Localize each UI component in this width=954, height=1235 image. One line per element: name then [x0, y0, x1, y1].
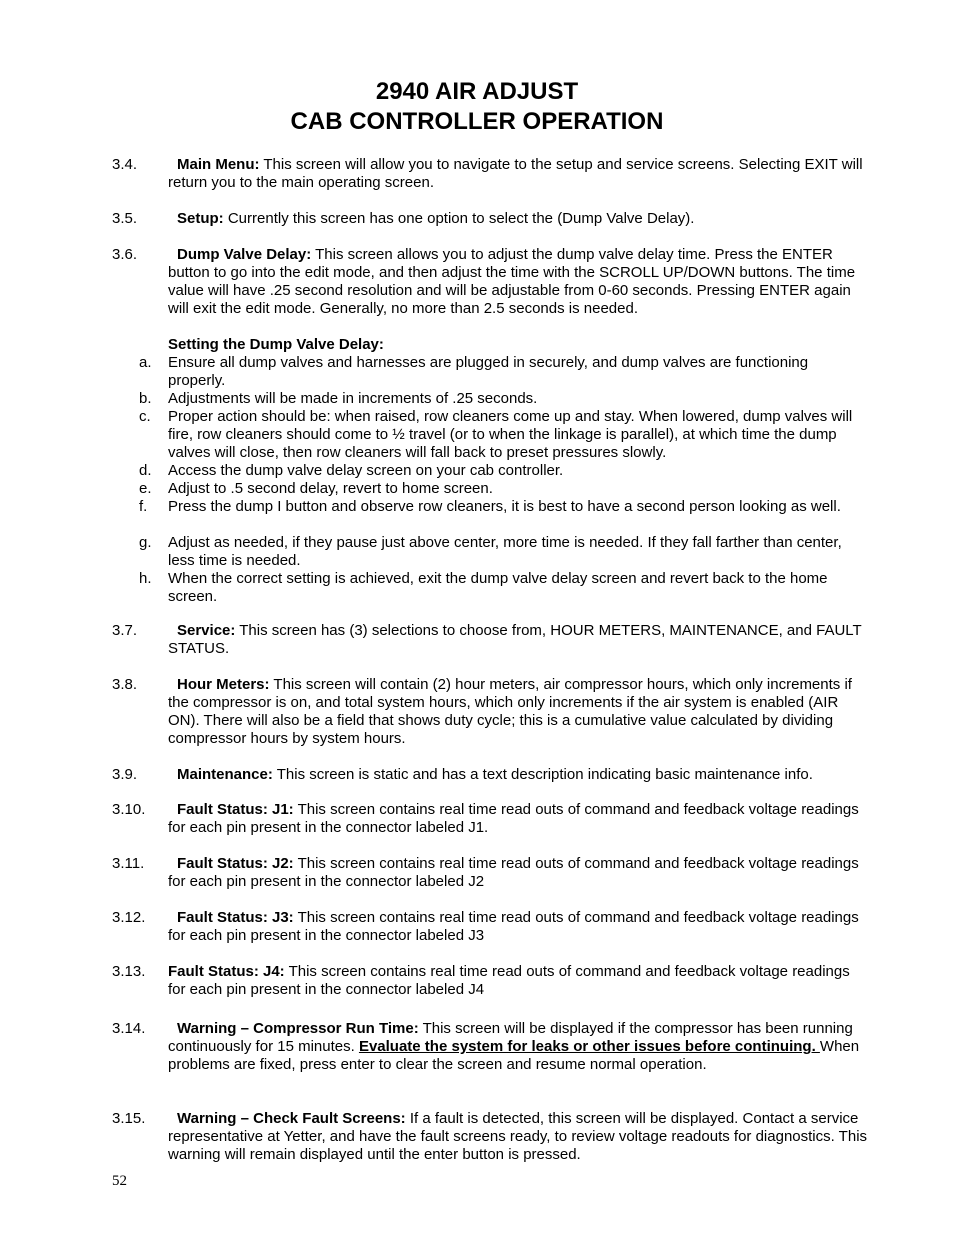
section-text	[168, 801, 868, 837]
list-item-label: e.	[139, 480, 152, 497]
section-number: 3.15.	[112, 1110, 146, 1127]
section-number: 3.13.	[112, 963, 146, 980]
section-heading: Service:	[177, 622, 236, 639]
section-heading: Warning – Check Fault Screens:	[177, 1110, 406, 1127]
section-text	[168, 1020, 868, 1074]
section-body: Currently this screen has one option to select the (Dump Valve Delay).	[223, 210, 695, 227]
page-number: 52	[112, 1173, 127, 1189]
section-body: This screen allows you to adjust the dump valve delay time. Press the ENTER button to go into the edit mode, and then adjust the time with the SCROLL UP/DOWN buttons. The time value will have .25 second resolution and will be adjustable from 0-60 seconds. Pressing ENTER again will exit the edit mode. Generally, no more than 2.5 seconds is needed.	[168, 246, 856, 317]
list-item-text: Proper action should be: when raised, row cleaners come up and stay. When lowered, dump valves will fire, row cleaners should come to ½ travel (or to when the linkage is parallel), at which time the dump valves will close, then row cleaners will fall back to preset pressures slowly.	[168, 408, 853, 461]
section-text	[168, 963, 868, 999]
section-text	[168, 156, 868, 192]
section-heading: Maintenance:	[177, 766, 273, 783]
section-text	[168, 1110, 868, 1164]
section-number: 3.5.	[112, 210, 138, 227]
section-body: This screen has (3) selections to choose from, HOUR METERS, MAINTENANCE, and FAULT STATUS.	[168, 622, 862, 657]
list-item-label: b.	[139, 390, 152, 407]
list-item-label: h.	[139, 570, 152, 587]
list-item-label: c.	[139, 408, 151, 425]
list-item-text: Press the dump I button and observe row cleaners, it is best to have a second person looking as well.	[168, 498, 841, 515]
document-title-line-2: CAB CONTROLLER OPERATION	[290, 108, 664, 135]
section-text	[168, 855, 868, 891]
section-heading: Fault Status: J1:	[177, 801, 294, 818]
section-heading: Hour Meters:	[177, 676, 270, 693]
section-number: 3.9.	[112, 766, 138, 783]
section-heading: Fault Status: J2:	[177, 855, 294, 872]
section-text	[168, 210, 868, 228]
list-item-label: g.	[139, 534, 152, 551]
section-body: This screen contains real time read outs of command and feedback voltage readings for each pin present in the connector labeled J3	[168, 909, 859, 944]
list-item-text: When the correct setting is achieved, exit the dump valve delay screen and revert back to the home screen.	[168, 570, 828, 605]
section-body: If a fault is detected, this screen will be displayed. Contact a service representative at Yetter, and have the fault screens ready, to review voltage readouts for diagnostics. This warning will remain displayed until the enter button is pressed.	[168, 1110, 868, 1163]
section-heading: Warning – Compressor Run Time:	[177, 1020, 419, 1037]
section-number: 3.4.	[112, 156, 138, 173]
list-item-text: Ensure all dump valves and harnesses are plugged in securely, and dump valves are functioning properly.	[168, 354, 809, 389]
section-number: 3.6.	[112, 246, 138, 263]
section-text	[168, 909, 868, 945]
section-heading: Fault Status: J4:	[168, 963, 285, 980]
subsection-heading: Setting the Dump Valve Delay:	[168, 336, 384, 353]
list-item-label: a.	[139, 354, 152, 371]
list-item-text: Adjust as needed, if they pause just above center, more time is needed. If they fall farther than center, less time is needed.	[168, 534, 842, 569]
section-number: 3.14.	[112, 1020, 146, 1037]
section-body: This screen will contain (2) hour meters, air compressor hours, which only increments if the compressor is on, and total system hours, which only increments if the air system is enabled (AIR ON). There will also be a field that shows duty cycle; this is a cumulative value calculated by dividing compressor hours by system hours.	[168, 676, 852, 747]
section-heading: Dump Valve Delay:	[177, 246, 312, 263]
section-number: 3.7.	[112, 622, 138, 639]
list-item-text: Adjustments will be made in increments of .25 seconds.	[168, 390, 538, 407]
list-item-text: Access the dump valve delay screen on your cab controller.	[168, 462, 564, 479]
section-number: 3.12.	[112, 909, 146, 926]
list-item-label: f.	[139, 498, 148, 515]
section-text	[168, 246, 868, 318]
emphasis-warning: Evaluate the system for leaks or other issues before continuing.	[358, 1038, 820, 1055]
section-heading: Setup:	[177, 210, 224, 227]
section-body: This screen contains real time read outs of command and feedback voltage readings for each pin present in the connector labeled J1.	[168, 801, 859, 836]
list-item-text: Adjust to .5 second delay, revert to home screen.	[168, 480, 493, 497]
section-text	[168, 676, 868, 748]
document-title-line-1: 2940 AIR ADJUST	[375, 78, 579, 105]
section-body: This screen contains real time read outs of command and feedback voltage readings for each pin present in the connector labeled J4	[168, 963, 850, 998]
section-body: This screen is static and has a text description indicating basic maintenance info.	[272, 766, 813, 783]
section-body: This screen contains real time read outs of command and feedback voltage readings for each pin present in the connector labeled J2	[168, 855, 859, 890]
list-item-label: d.	[139, 462, 152, 479]
section-heading: Fault Status: J3:	[177, 909, 294, 926]
section-number: 3.8.	[112, 676, 138, 693]
section-number: 3.10.	[112, 801, 146, 818]
section-text	[168, 622, 868, 658]
section-heading: Main Menu:	[177, 156, 260, 173]
section-body: This screen will allow you to navigate to the setup and service screens. Selecting EXIT will return you to the main operating screen.	[168, 156, 863, 191]
section-body: This screen will be displayed if the compressor has been running continuously for 15 minutes.	[168, 1020, 853, 1055]
section-number: 3.11.	[112, 855, 145, 872]
section-text	[168, 766, 868, 784]
section-body-continued: When problems are fixed, press enter to clear the screen and resume normal operation.	[168, 1038, 860, 1073]
